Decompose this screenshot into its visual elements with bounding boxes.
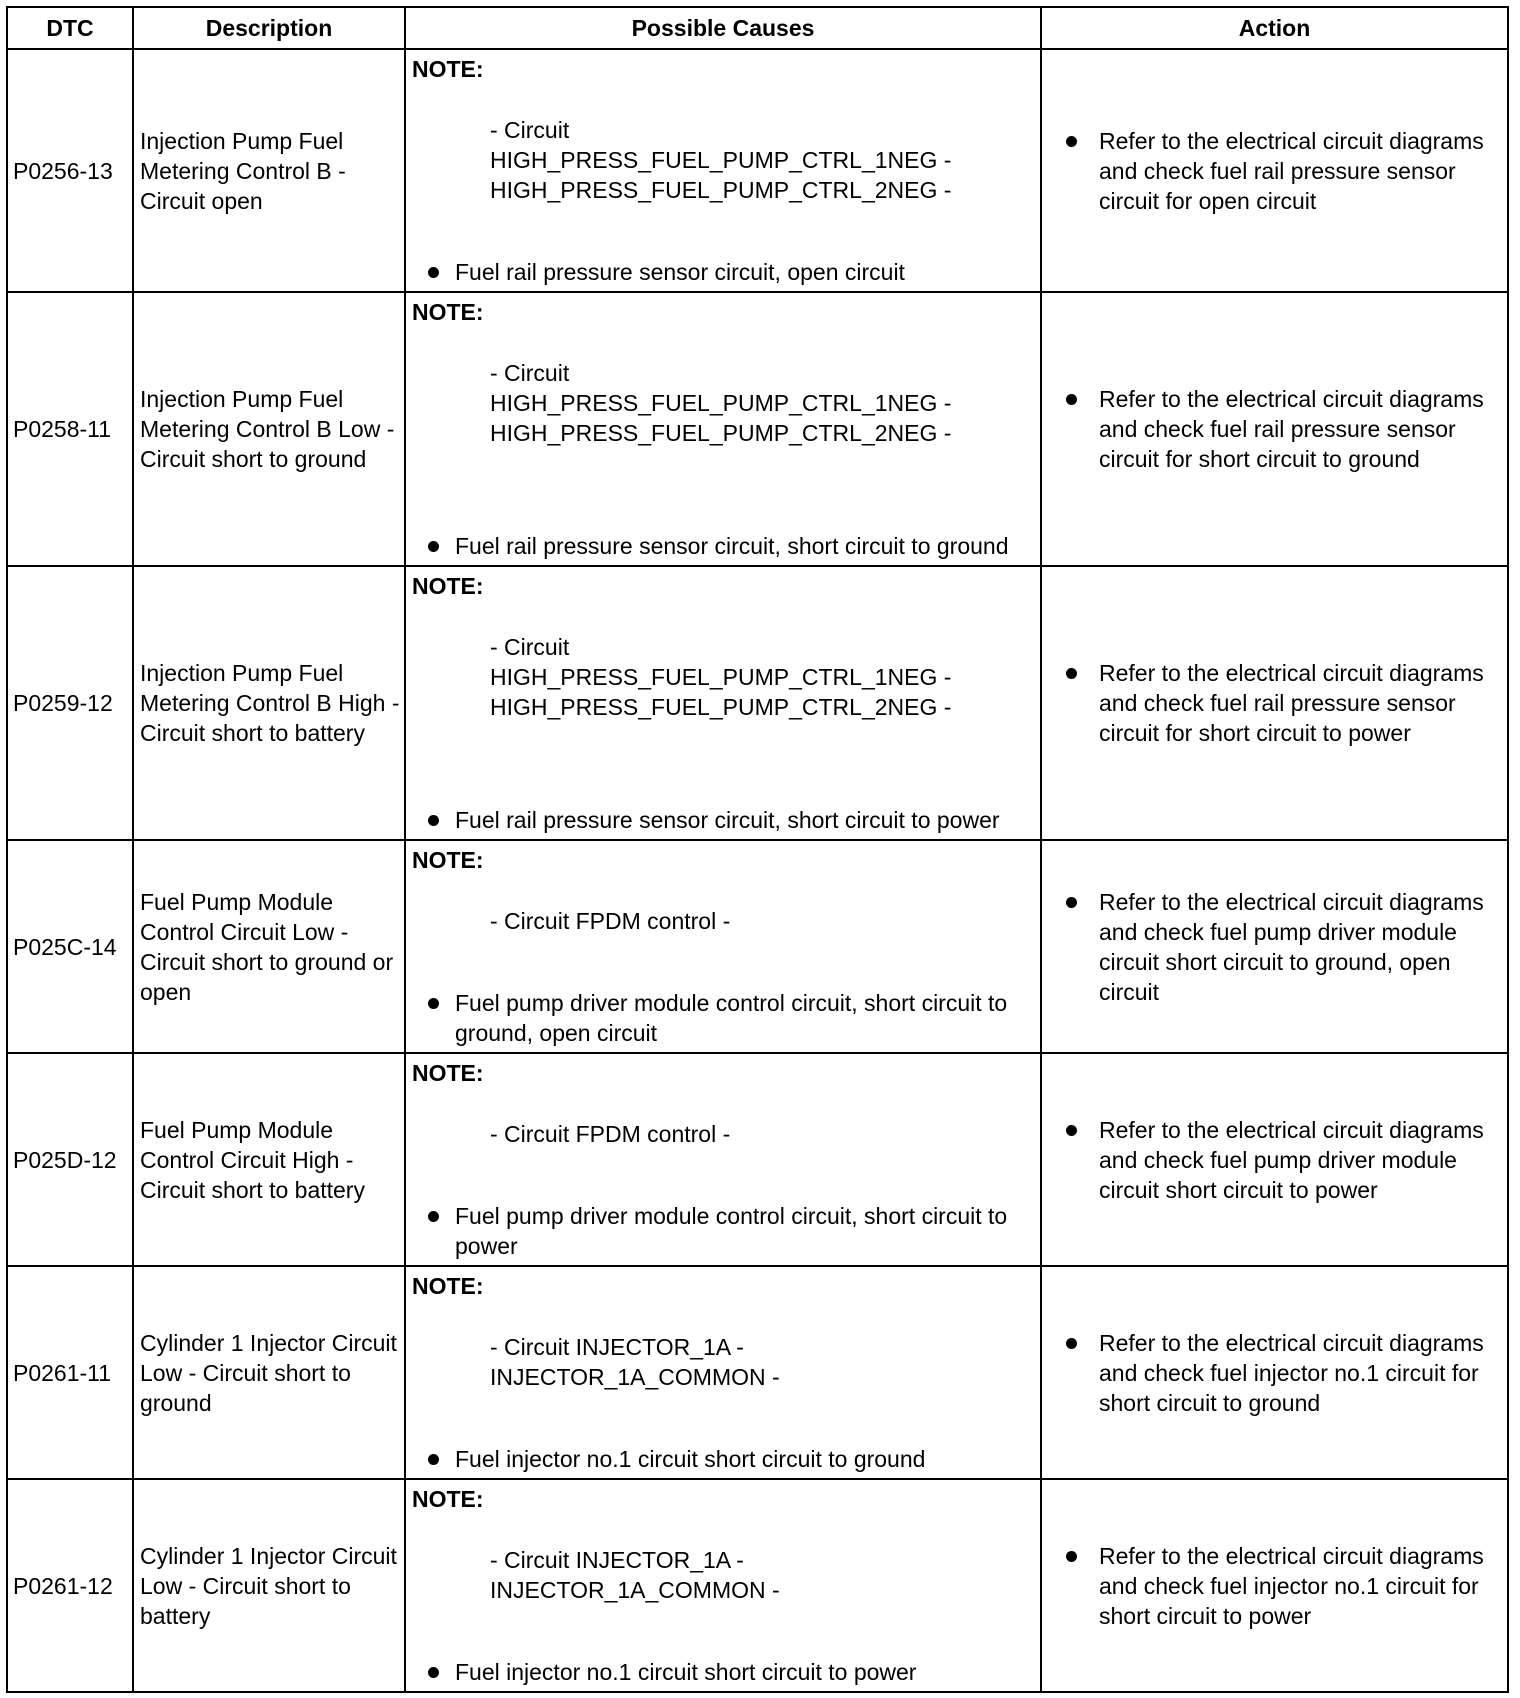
note-label: NOTE: (412, 56, 484, 82)
cause-text: Fuel pump driver module control circuit, short circuit to ground, open circuit (455, 990, 1008, 1046)
circuit-line: - Circuit (490, 634, 570, 660)
table-row (7, 292, 1508, 566)
dtc-code: P0261-11 (7, 1266, 133, 1479)
cause-text: Fuel rail pressure sensor circuit, short circuit to power (455, 807, 1000, 833)
cause-item (428, 805, 1036, 835)
dtc-description: Injection Pump Fuel Metering Control B Low - Circuit short to ground (133, 292, 405, 566)
bullet-icon (428, 267, 439, 278)
circuit-line: - Circuit (490, 360, 570, 386)
cause-item (428, 1444, 1036, 1474)
dtc-description: Injection Pump Fuel Metering Control B High - Circuit short to battery (133, 566, 405, 840)
bullet-icon (1066, 668, 1077, 679)
cause-item (428, 531, 1036, 561)
dtc-description: Fuel Pump Module Control Circuit High - Circuit short to battery (133, 1053, 405, 1266)
dtc-code: P025D-12 (7, 1053, 133, 1266)
table-row (7, 1266, 1508, 1479)
bullet-icon (1066, 1338, 1077, 1349)
table-row (7, 1053, 1508, 1266)
note-label: NOTE: (412, 1486, 484, 1512)
table-row (7, 840, 1508, 1053)
dtc-code: P0258-11 (7, 292, 133, 566)
possible-causes-cell (405, 1053, 1041, 1266)
bullet-icon (428, 541, 439, 552)
circuit-line: - Circuit (490, 117, 570, 143)
possible-causes-cell (405, 840, 1041, 1053)
cause-text: Fuel injector no.1 circuit short circuit to power (455, 1659, 917, 1685)
bullet-icon (428, 1667, 439, 1678)
action-text: Refer to the electrical circuit diagrams and check fuel pump driver module circuit short circuit to ground, open circuit (1099, 888, 1484, 1005)
bullet-icon (1066, 1125, 1077, 1136)
circuit-line: - Circuit FPDM control - (490, 1121, 731, 1147)
circuit-line: - Circuit FPDM control - (490, 908, 731, 934)
dtc-table (6, 6, 1509, 1693)
circuit-line: HIGH_PRESS_FUEL_PUMP_CTRL_2NEG - (490, 420, 952, 446)
cause-text: Fuel rail pressure sensor circuit, open circuit (455, 259, 905, 285)
circuit-line: HIGH_PRESS_FUEL_PUMP_CTRL_2NEG - (490, 177, 952, 203)
bullet-icon (1066, 136, 1077, 147)
cause-item (428, 1657, 1036, 1687)
action-item (1054, 384, 1497, 474)
note-label: NOTE: (412, 1060, 484, 1086)
circuit-line: INJECTOR_1A_COMMON - (490, 1364, 780, 1390)
note-label: NOTE: (412, 847, 484, 873)
circuit-line: - Circuit INJECTOR_1A - (490, 1334, 744, 1360)
bullet-icon (1066, 897, 1077, 908)
action-text: Refer to the electrical circuit diagrams and check fuel rail pressure sensor circuit for short circuit to ground (1099, 386, 1484, 472)
action-item (1054, 887, 1497, 1007)
table-row (7, 566, 1508, 840)
cause-text: Fuel rail pressure sensor circuit, short circuit to ground (455, 533, 1009, 559)
circuit-line: HIGH_PRESS_FUEL_PUMP_CTRL_1NEG - (490, 147, 952, 173)
possible-causes-cell (405, 1266, 1041, 1479)
circuit-line: - Circuit INJECTOR_1A - (490, 1547, 744, 1573)
note-label: NOTE: (412, 299, 484, 325)
dtc-description: Injection Pump Fuel Metering Control B - Circuit open (133, 49, 405, 292)
bullet-icon (428, 815, 439, 826)
action-cell (1041, 292, 1508, 566)
action-cell (1041, 49, 1508, 292)
action-cell (1041, 566, 1508, 840)
table-row (7, 1479, 1508, 1692)
dtc-description: Fuel Pump Module Control Circuit Low - Circuit short to ground or open (133, 840, 405, 1053)
cause-text: Fuel pump driver module control circuit, short circuit to power (455, 1203, 1008, 1259)
action-cell (1041, 1266, 1508, 1479)
dtc-code: P0256-13 (7, 49, 133, 292)
circuit-line: HIGH_PRESS_FUEL_PUMP_CTRL_1NEG - (490, 664, 952, 690)
cause-item (428, 1201, 1036, 1261)
possible-causes-cell (405, 292, 1041, 566)
header-action: Action (1041, 7, 1508, 49)
circuit-line: HIGH_PRESS_FUEL_PUMP_CTRL_1NEG - (490, 390, 952, 416)
action-text: Refer to the electrical circuit diagrams and check fuel rail pressure sensor circuit for open circuit (1099, 127, 1484, 214)
header-row (7, 7, 1508, 49)
action-item (1054, 1115, 1497, 1205)
dtc-code: P025C-14 (7, 840, 133, 1053)
action-item (1054, 1541, 1497, 1631)
circuit-line: INJECTOR_1A_COMMON - (490, 1577, 780, 1603)
dtc-code: P0261-12 (7, 1479, 133, 1692)
action-item (1054, 1328, 1497, 1418)
possible-causes-cell (405, 1479, 1041, 1692)
action-text: Refer to the electrical circuit diagrams and check fuel pump driver module circuit short circuit to power (1099, 1116, 1484, 1203)
bullet-icon (428, 1211, 439, 1222)
possible-causes-cell (405, 49, 1041, 292)
circuit-line: HIGH_PRESS_FUEL_PUMP_CTRL_2NEG - (490, 694, 952, 720)
bullet-icon (1066, 1551, 1077, 1562)
header-description: Description (133, 7, 405, 49)
action-cell (1041, 840, 1508, 1053)
table-row (7, 49, 1508, 292)
action-text: Refer to the electrical circuit diagrams and check fuel rail pressure sensor circuit for short circuit to power (1099, 660, 1484, 746)
cause-item (428, 257, 1036, 287)
header-possible-causes: Possible Causes (405, 7, 1041, 49)
note-label: NOTE: (412, 1273, 484, 1299)
cause-item (428, 988, 1036, 1048)
bullet-icon (1066, 394, 1077, 405)
bullet-icon (428, 1454, 439, 1465)
action-cell (1041, 1479, 1508, 1692)
dtc-code: P0259-12 (7, 566, 133, 840)
possible-causes-cell (405, 566, 1041, 840)
action-item (1054, 126, 1497, 216)
note-label: NOTE: (412, 573, 484, 599)
header-dtc: DTC (7, 7, 133, 49)
cause-text: Fuel injector no.1 circuit short circuit to ground (455, 1446, 926, 1472)
dtc-description: Cylinder 1 Injector Circuit Low - Circuit short to battery (133, 1479, 405, 1692)
action-text: Refer to the electrical circuit diagrams and check fuel injector no.1 circuit for short circuit to power (1099, 1542, 1484, 1629)
action-cell (1041, 1053, 1508, 1266)
action-item (1054, 658, 1497, 748)
action-text: Refer to the electrical circuit diagrams and check fuel injector no.1 circuit for short circuit to ground (1099, 1329, 1484, 1416)
dtc-description: Cylinder 1 Injector Circuit Low - Circuit short to ground (133, 1266, 405, 1479)
bullet-icon (428, 998, 439, 1009)
